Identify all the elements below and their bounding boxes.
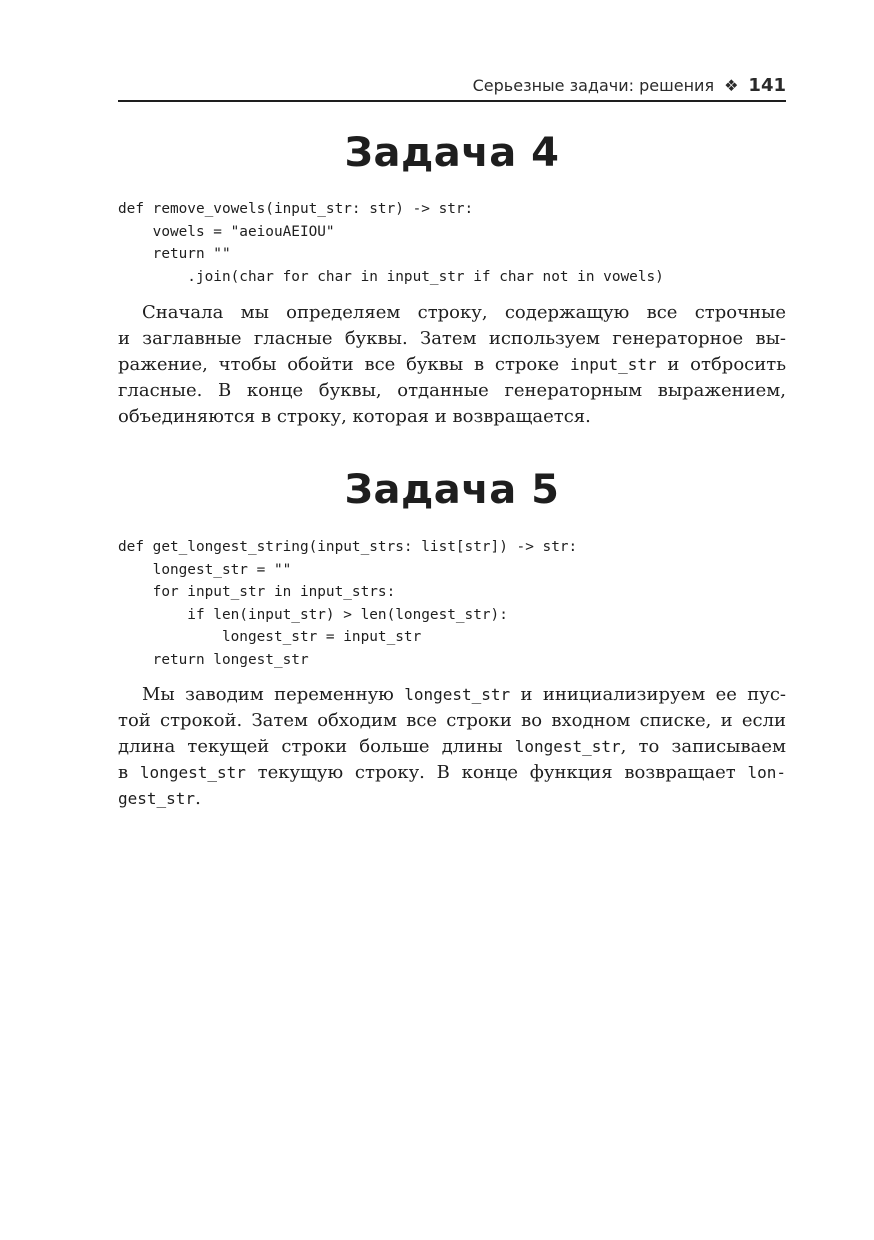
task4-para-line [118, 378, 786, 404]
text-run: и заглавные гласные буквы. Затем используем генераторное вы- [118, 328, 786, 349]
task5-para-line [118, 708, 786, 734]
inline-code: longest_str [139, 763, 246, 782]
task4-para-line [118, 300, 786, 326]
task5-para-line [118, 760, 786, 786]
header-content [473, 75, 786, 96]
text-run: текущую строку. В конце функция возвращает [245, 762, 748, 783]
task5-title: Задача 5 [344, 467, 560, 513]
inline-code: input_str [569, 355, 657, 374]
running-title: Серьезные задачи: решения [472, 76, 715, 95]
inline-code: longest_str [404, 685, 511, 704]
text-run: гласные. В конце буквы, отданные генераторным выражением, [118, 380, 786, 401]
task5-para-line [118, 734, 786, 760]
text-run: ражение, чтобы обойти все буквы в строке [118, 354, 570, 375]
task4-para-line [118, 326, 786, 352]
text-run: длина текущей строки больше длины [118, 736, 515, 757]
task5-paragraph [118, 682, 786, 812]
task5-code-block: def get_longest_string(input_strs: list[str]) -> str: longest_str = "" for input_str in input_strs: if len(input_str) > len(longest_str): longest_str = input_str return longest_str [118, 539, 578, 668]
text-run: той строкой. Затем обходим все строки во входном списке, и если [118, 710, 786, 731]
text-run: Мы заводим переменную [142, 684, 405, 705]
task4-para-line [118, 404, 786, 430]
task4-title: Задача 4 [344, 130, 560, 176]
page-number: 141 [748, 75, 786, 96]
running-header [118, 72, 786, 102]
inline-code: longest_str [514, 737, 621, 756]
text-run: объединяются в строку, которая и возвращается. [118, 406, 591, 427]
text-run: в [118, 762, 140, 783]
task4-code-block: def remove_vowels(input_str: str) -> str: vowels = "aeiouAEIOU" return "" .join(char for char in input_str if char not in vowels) [118, 201, 664, 285]
inline-code: lon- [747, 763, 786, 782]
text-run: Сначала мы определяем строку, содержащую все строчные [142, 302, 786, 323]
task4-paragraph [118, 300, 786, 430]
inline-code: gest_str [118, 789, 196, 808]
text-run: и инициализируем ее пус- [510, 684, 786, 705]
text-run: , то записываем [620, 736, 786, 757]
task5-para-line [118, 786, 786, 812]
text-run: и отбросить [656, 354, 786, 375]
task4-para-line [118, 352, 786, 378]
task5-para-line [118, 682, 786, 708]
diamond-ornament-icon: ❖ [724, 76, 739, 95]
text-run: . [195, 788, 201, 809]
